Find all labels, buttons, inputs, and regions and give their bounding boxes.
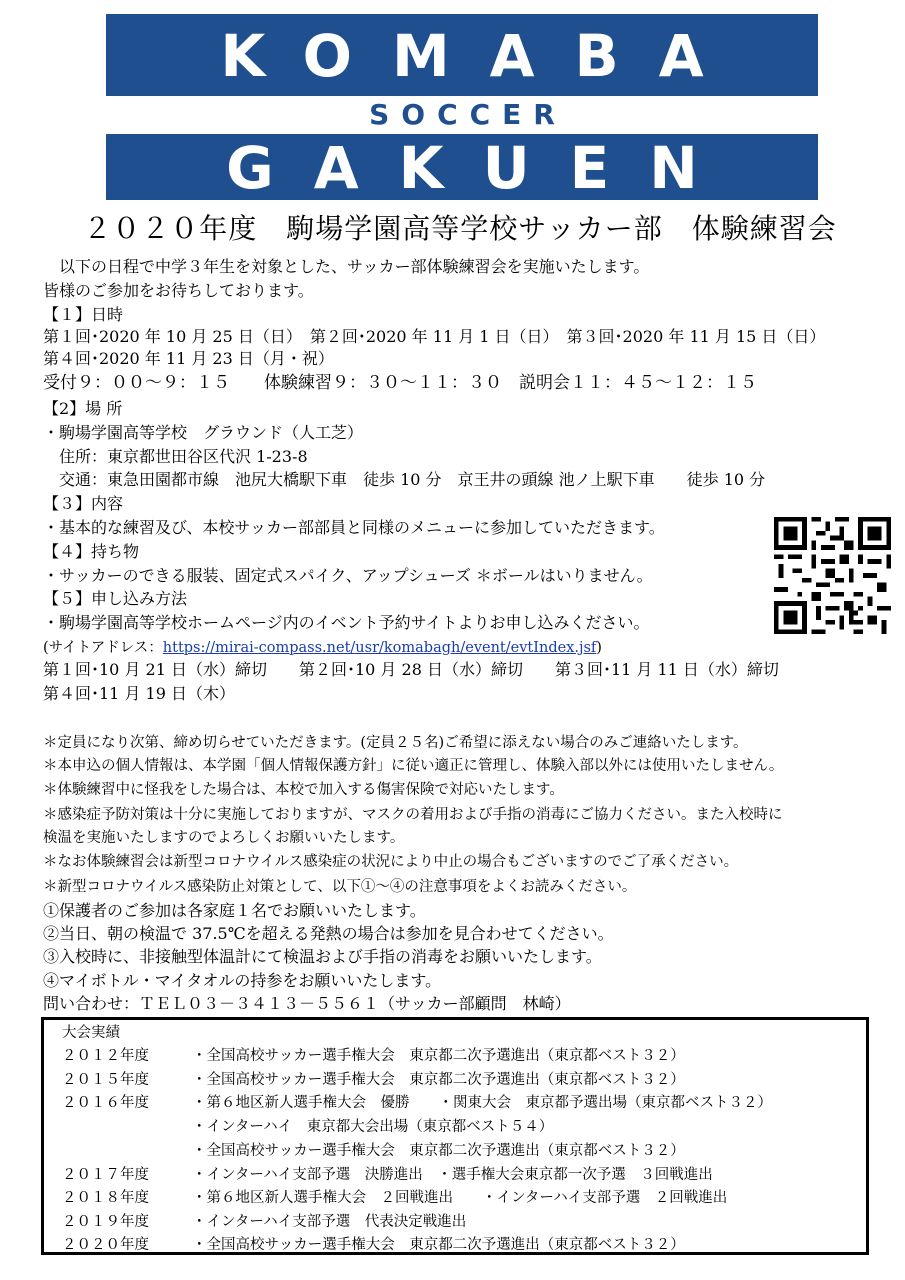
note-line: ＊定員になり次第、締め切らせていただきます。(定員２５名)ご希望に添えない場合のみご連絡いたします。 (43, 735, 748, 751)
results-text: ・第６地区新人選手権大会 ２回戦進出 ・インターハイ支部予選 ２回戦進出 (192, 1190, 728, 1206)
schedule-line-2: 第４回･2020 年 11 月 23 日（月・祝） (43, 349, 334, 368)
results-year: ２０１２年度 (62, 1048, 149, 1064)
page-title: ２０２０年度 駒場学園高等学校サッカー部 体験練習会 (83, 212, 837, 245)
note-line: ＊新型コロナウイルス感染防止対策として、以下①～④の注意事項をよくお読みください。 (43, 879, 637, 895)
contact-line: 問い合わせ：ＴＥＬ０３－３４１３－５５６１（サッカー部顧問 林崎） (43, 994, 571, 1013)
results-text: ・第６地区新人選手権大会 優勝 ・関東大会 東京都予選出場（東京都ベスト３２） (192, 1095, 772, 1111)
results-box (41, 1017, 869, 1255)
results-year: ２０１９年度 (62, 1214, 149, 1230)
logo-line-soccer: SOCCER (369, 98, 567, 131)
content-heading: 【３】内容 (43, 494, 124, 513)
apply-deadline-2: 第４回･11 月 19 日（木） (43, 684, 235, 703)
schedule-line-3: 受付９：００～９：１５ 体験練習９：３０～１１：３０ 説明会１１：４５～１２：１５ (43, 373, 757, 393)
place-name: ・駒場学園高等学校 グラウンド（人工芝） (43, 423, 364, 442)
note-line: ＊なお体験練習会は新型コロナウイルス感染症の状況により中止の場合もございますのでご了承ください。 (43, 854, 739, 870)
intro-line-2: 皆様のご参加をお待ちしております。 (43, 281, 314, 300)
logo-band (106, 96, 818, 134)
precaution-line: ①保護者のご参加は各家庭１名でお願いいたします。 (43, 901, 426, 920)
note-line: ＊体験練習中に怪我をした場合は、本校で加入する傷害保険で対応いたします。 (43, 782, 564, 798)
intro-line-1: 以下の日程で中学３年生を対象とした、サッカー部体験練習会を実施いたします。 (43, 257, 650, 276)
apply-text: ・駒場学園高等学校ホームページ内のイベント予約サイトよりお申し込みください。 (43, 613, 650, 632)
results-year: ２０１８年度 (62, 1190, 149, 1206)
results-text: ・全国高校サッカー選手権大会 東京都二次予選進出（東京都ベスト３２） (192, 1237, 685, 1253)
results-year: ２０１５年度 (62, 1072, 149, 1088)
apply-site-line (43, 637, 602, 659)
schedule-line-1: 第１回･2020 年 10 月 25 日（日） 第２回･2020 年 11 月 1 日（日） 第３回･2020 年 11 月 15 日（日） (43, 327, 826, 346)
results-text: ・全国高校サッカー選手権大会 東京都二次予選進出（東京都ベスト３２） (192, 1048, 685, 1064)
items-heading: 【４】持ち物 (43, 542, 140, 561)
precaution-line: ③入校時に、非接触型体温計にて検温および手指の消毒をお願いいたします。 (43, 947, 602, 966)
qr-code-icon[interactable] (770, 517, 895, 634)
schedule-heading: 【１】日時 (43, 305, 124, 324)
items-text: ・サッカーのできる服装、固定式スパイク、アップシューズ ＊ボールはいりません。 (43, 566, 653, 585)
results-text: ・インターハイ支部予選 代表決定戦進出 (192, 1214, 467, 1230)
site-prefix: (サイトアドレス： (43, 640, 163, 656)
place-address: 住所：東京都世田谷区代沢 1-23-8 (43, 447, 308, 466)
results-year: ２０１７年度 (62, 1167, 149, 1183)
note-line: 検温を実施いたしますのでよろしくお願いいたします。 (43, 830, 405, 846)
site-suffix: ) (596, 640, 602, 656)
apply-heading: 【５】申し込み方法 (43, 589, 188, 608)
results-year: ２０１６年度 (62, 1095, 149, 1111)
results-text: ・全国高校サッカー選手権大会 東京都二次予選進出（東京都ベスト３２） (192, 1072, 685, 1088)
note-line: ＊感染症予防対策は十分に実施しておりますが、マスクの着用および手指の消毒にご協力ください。また入校時に (43, 807, 783, 823)
results-year: ２０２０年度 (62, 1237, 149, 1253)
place-heading: 【2】場 所 (43, 399, 123, 418)
results-text: ・インターハイ 東京都大会出場（東京都ベスト５４） (192, 1119, 554, 1135)
note-line: ＊本申込の個人情報は、本学園「個人情報保護方針」に従い適正に管理し、体験入部以外には使用いたしません。 (43, 758, 784, 774)
precaution-line: ④マイボトル・マイタオルの持参をお願いいたします。 (43, 971, 442, 990)
logo-line-gakuen: GAKUEN (226, 134, 738, 202)
precaution-line: ②当日、朝の検温で 37.5℃を超える発熱の場合は参加を見合わせてください。 (43, 924, 614, 943)
results-text: ・全国高校サッカー選手権大会 東京都二次予選進出（東京都ベスト３２） (192, 1143, 685, 1159)
results-heading: 大会実績 (62, 1025, 120, 1041)
komaba-soccer-gakuen-logo (106, 14, 818, 200)
event-site-link[interactable]: https://mirai-compass.net/usr/komabagh/event/evtIndex.jsf (162, 640, 597, 656)
place-access: 交通：東急田園都市線 池尻大橋駅下車 徒歩 10 分 京王井の頭線 池ノ上駅下車 徒歩 10 分 (43, 470, 766, 489)
content-text: ・基本的な練習及び、本校サッカー部部員と同様のメニューに参加していただきます。 (43, 518, 665, 537)
logo-line-komaba: KOMABA (220, 22, 744, 90)
apply-deadline-1: 第１回･10 月 21 日（水）締切 第２回･10 月 28 日（水）締切 第３回･11 月 11 日（水）締切 (43, 660, 779, 679)
results-text: ・インターハイ支部予選 決勝進出 ・選手権大会東京都一次予選 ３回戦進出 (192, 1167, 713, 1183)
